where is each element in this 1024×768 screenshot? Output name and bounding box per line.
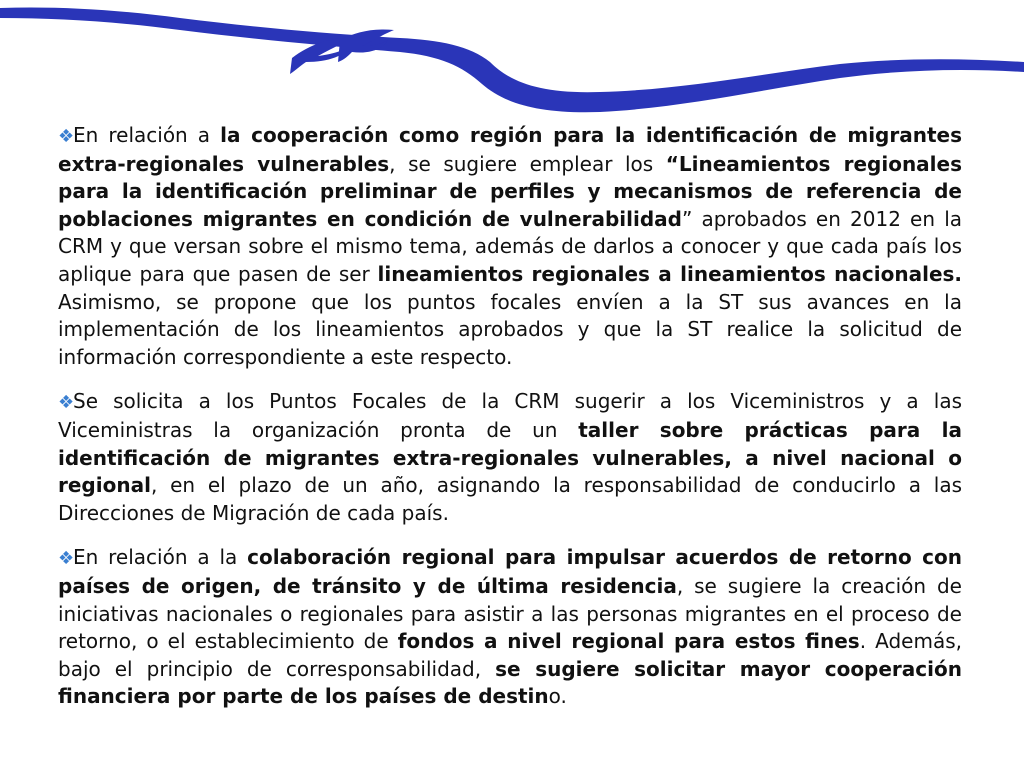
text-run: , en el plazo de un año, asignando la responsabilidad de conducirlo a las Direcciones de Migración de cada país. xyxy=(58,473,962,525)
text-run: , se sugiere emplear los xyxy=(389,151,666,176)
paragraph xyxy=(52,388,962,527)
paragraph xyxy=(52,544,962,711)
text-body xyxy=(52,122,962,728)
wave-band xyxy=(0,7,1024,112)
wave-banner-logo xyxy=(0,0,1024,120)
text-run: ” aprobados en 2012 en la CRM y que versan sobre el mismo tema, además de darlos a conocer y que cada país los aplique para que pasen de ser xyxy=(58,206,963,286)
text-run: . Además, bajo el principio de corresponsabilidad, xyxy=(58,629,962,681)
diamond-bullet-icon: ❖ xyxy=(58,126,75,147)
bold-text-run: fondos a nivel regional para estos fines xyxy=(397,629,860,654)
text-run: Asimismo, se propone que los puntos focales envíen a la ST sus avances en la implementación de los lineamientos aprobados y que la ST realice la solicitud de información correspondiente a este respecto. xyxy=(58,289,962,369)
bold-text-run: lineamientos regionales a lineamientos nacionales. xyxy=(377,261,963,286)
text-run: o. xyxy=(548,684,567,709)
bold-text-run: la cooperación como región para la identificación de migrantes extra-regionales vulnerables xyxy=(58,123,963,176)
text-run: , se sugiere la creación de iniciativas nacionales o regionales para asistir a las personas migrantes en el proceso de retorno, o el establecimiento de xyxy=(58,573,962,654)
text-run: En relación a la xyxy=(73,545,248,570)
diamond-bullet-icon: ❖ xyxy=(58,392,75,414)
bold-text-run: taller sobre prácticas para la identificación de migrantes extra-regionales vulnerables, a nivel nacional o regional xyxy=(58,417,962,498)
bold-text-run: colaboración regional para impulsar acuerdos de retorno con países de origen, de tránsito y de última residencia xyxy=(58,545,962,598)
bold-text-run: se sugiere solicitar mayor cooperación financiera por parte de los países de destin xyxy=(58,656,962,709)
text-run: Se solicita a los Puntos Focales de la CRM sugerir a los Viceministros y a las Viceministras la organización pronta de un xyxy=(58,389,962,442)
text-run: En relación a xyxy=(73,123,221,147)
diamond-bullet-icon: ❖ xyxy=(58,548,75,570)
paragraph xyxy=(52,122,962,371)
bold-text-run: “Lineamientos regionales para la identificación preliminar de perfiles y mecanismos de referencia de poblaciones migrantes en condición de vulnerabilidad xyxy=(58,151,963,231)
